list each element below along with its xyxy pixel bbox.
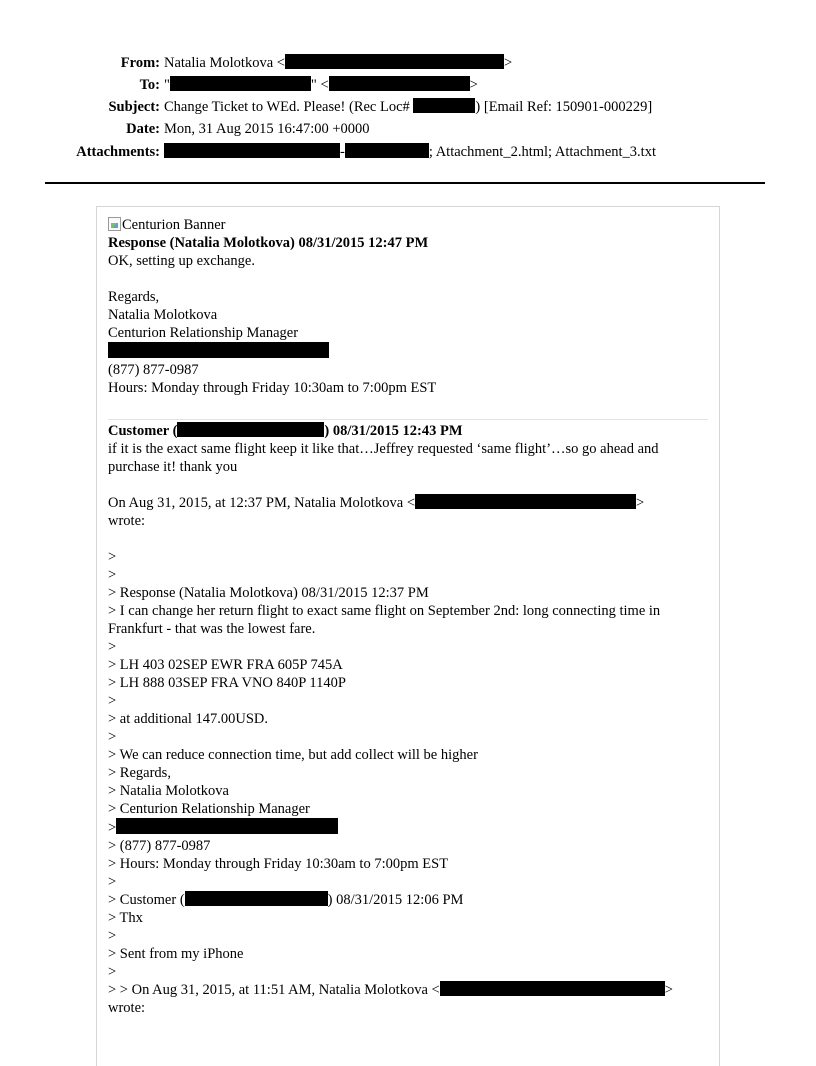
redacted-block	[415, 494, 636, 509]
signature-hours: Hours: Monday through Friday 10:30am to 7:00pm EST	[108, 380, 437, 396]
quote-marker: >	[108, 874, 117, 890]
quote-marker: >	[108, 964, 117, 980]
signature-phone: (877) 877-0987	[108, 362, 199, 378]
from-end: >	[503, 55, 513, 71]
quoted-change-text: > I can change her return flight to exact same flight on September 2nd: long connecting time in Frankfurt - that was the lowest fare.	[108, 603, 661, 637]
on-date-line: On Aug 31, 2015, at 12:37 PM, Natalia Molotkova < >	[108, 495, 645, 511]
message-separator	[108, 419, 708, 420]
redacted-block	[345, 143, 429, 158]
attachments-label: Attachments:	[76, 144, 160, 160]
quoted-response-heading: > Response (Natalia Molotkova) 08/31/2015 12:37 PM	[108, 585, 429, 601]
response-heading: Response (Natalia Molotkova) 08/31/2015 12:47 PM	[108, 235, 429, 251]
redacted-block	[116, 818, 338, 834]
redacted-block	[413, 98, 475, 113]
to-open: "	[164, 77, 170, 93]
to-label: To:	[139, 77, 160, 93]
quote-marker: >	[108, 729, 117, 745]
quoted-signature-title: > Centurion Relationship Manager	[108, 801, 310, 817]
date-value: Mon, 31 Aug 2015 16:47:00 +0000	[164, 121, 370, 137]
reduce-connection-line: > We can reduce connection time, but add collect will be higher	[108, 747, 478, 763]
quote-marker: >	[108, 567, 117, 583]
quoted-phone: > (877) 877-0987	[108, 838, 211, 854]
subject-post: ) [Email Ref: 150901-000229]	[475, 99, 653, 115]
attachments-dash: -	[340, 144, 345, 160]
quoted-sent-from: > Sent from my iPhone	[108, 946, 244, 962]
wrote-line: wrote:	[108, 513, 146, 529]
customer-body: if it is the exact same flight keep it like that…Jeffrey requested ‘same flight’…so go ahead and purchase it! thank you	[108, 441, 659, 475]
date-label: Date:	[126, 121, 160, 137]
to-mid: " <	[310, 77, 329, 93]
flight-line: > LH 888 03SEP FRA VNO 840P 1140P	[108, 675, 346, 691]
response-block	[108, 216, 708, 397]
signature-name: Natalia Molotkova	[108, 307, 218, 323]
banner-alt-text: Centurion Banner	[122, 217, 226, 233]
redacted-block	[185, 891, 328, 906]
response-body: OK, setting up exchange.	[108, 253, 255, 269]
from-label: From:	[120, 55, 160, 71]
redacted-block	[164, 143, 340, 158]
quoted-signature-name: > Natalia Molotkova	[108, 783, 229, 799]
flight-line: > LH 403 02SEP EWR FRA 605P 745A	[108, 657, 343, 673]
quote-marker: >	[108, 928, 117, 944]
header-divider	[45, 182, 765, 184]
additional-cost-line: > at additional 147.00USD.	[108, 711, 269, 727]
subject-pre: Change Ticket to WEd. Please! (Rec Loc#	[164, 99, 410, 115]
quoted-thx: > Thx	[108, 910, 143, 926]
quoted-on-date-line: > > On Aug 31, 2015, at 11:51 AM, Natalia Molotkova < >	[108, 982, 673, 998]
redacted-block	[170, 76, 311, 91]
to-end: >	[469, 77, 478, 93]
quote-marker: >	[108, 639, 117, 655]
redacted-block	[329, 76, 470, 91]
subject-label: Subject:	[108, 99, 160, 115]
quoted-regards: > Regards,	[108, 765, 171, 781]
from-name: Natalia Molotkova <	[164, 55, 285, 71]
quoted-customer-heading: > Customer ( ) 08/31/2015 12:06 PM	[108, 892, 464, 908]
redacted-block	[108, 342, 329, 358]
attachments-list: ; Attachment_2.html; Attachment_3.txt	[428, 144, 656, 160]
redacted-block	[440, 981, 665, 996]
broken-image-icon	[108, 217, 121, 231]
customer-heading: Customer ( ) 08/31/2015 12:43 PM	[108, 423, 463, 439]
signature-title: Centurion Relationship Manager	[108, 325, 299, 341]
quoted-wrote-line: wrote:	[108, 1000, 146, 1016]
customer-block	[108, 422, 708, 548]
quoted-thread: > > > Response (Natalia Molotkova) 08/31/2015 12:37 PM > I can change her return flight to exact same flight on September 2nd: long connecting time in Frankfurt - that was the lowest fare. > > LH 403 02SEP EWR FRA 605P 745A > LH 888 03SEP FRA VNO 840P 1140P > > at additional 147.00USD. > > We can reduce connection time, but add collect will be higher > Regards, > Natalia Molotkova > Centurion Relationship Manager > > (877) 877-0987 > Hours: Monday through Friday 10:30am to 7:00pm EST > > Customer ( ) 08/31/2015 12:06 PM > Thx > > Sent from my iPhone > > > On Aug 31, 2015, at 11:51 AM, Natalia Molotkova < > wrote:	[108, 548, 708, 1017]
redacted-block	[285, 54, 504, 69]
quoted-hours: > Hours: Monday through Friday 10:30am to 7:00pm EST	[108, 856, 449, 872]
quote-marker: >	[108, 693, 117, 709]
redacted-block	[177, 422, 324, 437]
quote-marker: >	[108, 549, 117, 565]
regards-line: Regards,	[108, 289, 160, 305]
